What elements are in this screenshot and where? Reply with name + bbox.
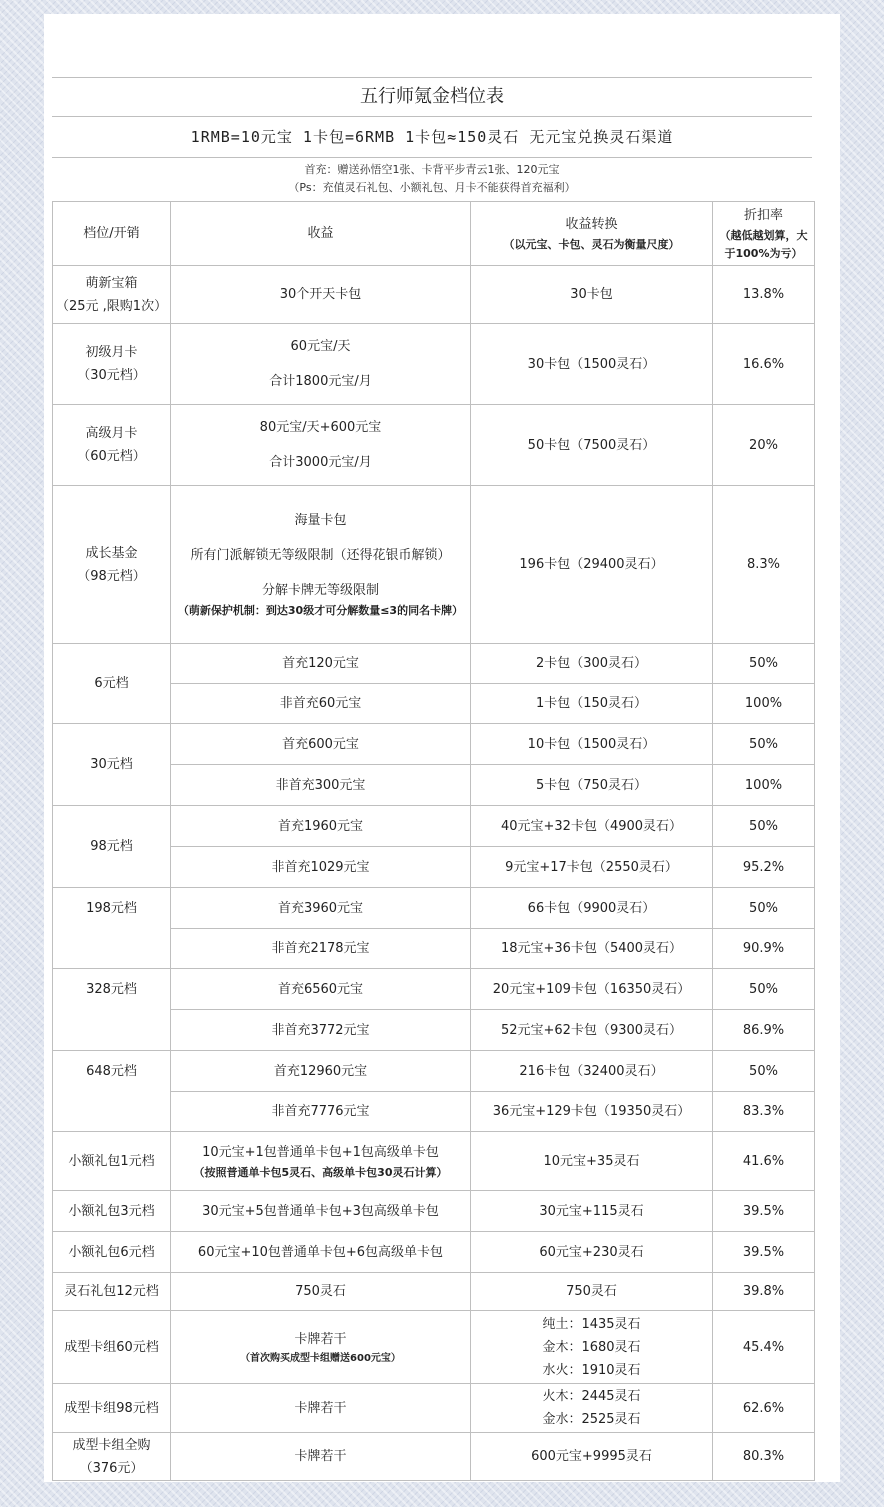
header-discount-label: 折扣率 [743, 208, 783, 223]
price-tier-table [52, 201, 815, 1481]
convert-cell: 20元宝+109卡包（16350灵石） [471, 969, 713, 1010]
convert-cell: 50卡包（7500灵石） [471, 405, 713, 486]
note-first-charge: 首充：赠送孙悟空1张、卡背平步青云1张、120元宝 [304, 163, 560, 176]
header-convert-note: （以元宝、卡包、灵石为衡量尺度） [503, 238, 680, 251]
tier-cell [53, 266, 171, 324]
discount-cell: 41.6% [713, 1132, 815, 1191]
table-row [53, 1273, 815, 1311]
discount-cell: 100% [713, 684, 815, 724]
tier-cell: 648元档 [53, 1051, 171, 1092]
tier-name: 高级月卡 [85, 426, 138, 441]
discount-cell: 13.8% [713, 266, 815, 324]
benefit-cell: 首充3960元宝 [171, 888, 471, 929]
benefit-line: 10元宝+1包普通单卡包+1包高级单卡包 [202, 1144, 439, 1160]
convert-line: 金水：2525灵石 [542, 1412, 641, 1427]
benefit-cell: 非首充300元宝 [171, 765, 471, 806]
table-row [53, 929, 815, 969]
price-document [52, 77, 812, 1481]
benefit-line: 60元宝/天 [290, 339, 351, 354]
tier-cell: 灵石礼包12元档 [53, 1273, 171, 1311]
convert-line: 水火：1910灵石 [542, 1362, 641, 1378]
convert-cell: 18元宝+36卡包（5400灵石） [471, 929, 713, 969]
tier-cell: 98元档 [53, 806, 171, 888]
table-row [53, 1311, 815, 1384]
tier-cell: 30元档 [53, 724, 171, 806]
table-row [53, 405, 815, 486]
table-row [53, 724, 815, 765]
tier-price: （98元档） [77, 568, 146, 584]
document-sheet [44, 14, 840, 1482]
tier-price: （60元档） [77, 449, 146, 464]
tier-cell [53, 405, 171, 486]
table-row [53, 486, 815, 644]
convert-cell: 5卡包（750灵石） [471, 765, 713, 806]
convert-cell: 30卡包 [471, 266, 713, 324]
discount-cell: 90.9% [713, 929, 815, 969]
discount-cell: 39.8% [713, 1273, 815, 1311]
benefit-cell [171, 324, 471, 405]
benefit-line: 分解卡牌无等级限制 [261, 583, 379, 598]
discount-cell: 83.3% [713, 1092, 815, 1132]
convert-line: 火木：2445灵石 [542, 1389, 641, 1404]
convert-cell: 30卡包（1500灵石） [471, 324, 713, 405]
header-convert [471, 202, 713, 266]
tier-cell: 成型卡组60元档 [53, 1311, 171, 1384]
benefit-cell: 60元宝+10包普通单卡包+6包高级单卡包 [171, 1232, 471, 1273]
header-tier: 档位/开销 [53, 202, 171, 266]
tier-name: 萌新宝箱 [85, 275, 138, 291]
header-convert-label: 收益转换 [565, 217, 618, 232]
benefit-cell: 30个开天卡包 [171, 266, 471, 324]
table-row [53, 888, 815, 929]
benefit-note: （首次购买成型卡组赠送600元宝） [240, 1352, 401, 1364]
tier-cell: 成型卡组98元档 [53, 1384, 171, 1433]
benefit-line: 80元宝/天+600元宝 [259, 420, 382, 435]
discount-cell: 39.5% [713, 1191, 815, 1232]
convert-cell: 40元宝+32卡包（4900灵石） [471, 806, 713, 847]
benefit-line: 所有门派解锁无等级限制（还得花银币解锁） [190, 548, 451, 563]
tier-price: （376元） [79, 1460, 144, 1476]
tier-cell: 小额礼包1元档 [53, 1132, 171, 1191]
discount-cell: 39.5% [713, 1232, 815, 1273]
discount-cell: 50% [713, 969, 815, 1010]
tier-name: 初级月卡 [85, 345, 138, 360]
convert-cell: 30元宝+115灵石 [471, 1191, 713, 1232]
convert-cell: 216卡包（32400灵石） [471, 1051, 713, 1092]
benefit-cell: 750灵石 [171, 1273, 471, 1311]
discount-cell: 95.2% [713, 847, 815, 888]
convert-cell: 2卡包（300灵石） [471, 644, 713, 684]
benefit-cell: 首充1960元宝 [171, 806, 471, 847]
benefit-cell: 卡牌若干 [171, 1433, 471, 1481]
convert-cell: 750灵石 [471, 1273, 713, 1311]
header-discount [713, 202, 815, 266]
table-row [53, 1051, 815, 1092]
discount-cell: 100% [713, 765, 815, 806]
table-row [53, 324, 815, 405]
benefit-cell: 卡牌若干 [171, 1384, 471, 1433]
table-row [53, 806, 815, 847]
note-ps: （Ps：充值灵石礼包、小额礼包、月卡不能获得首充福利） [288, 181, 576, 194]
benefit-line: 合计3000元宝/月 [269, 455, 372, 470]
table-row [53, 266, 815, 324]
table-row [53, 1232, 815, 1273]
convert-line: 金木：1680灵石 [542, 1339, 641, 1355]
benefit-cell: 首充12960元宝 [171, 1051, 471, 1092]
tier-name: 成长基金 [85, 545, 138, 561]
discount-cell: 50% [713, 888, 815, 929]
discount-cell: 62.6% [713, 1384, 815, 1433]
table-row [53, 1433, 815, 1481]
benefit-cell [171, 405, 471, 486]
tier-cell-empty [53, 1092, 171, 1132]
convert-cell: 52元宝+62卡包（9300灵石） [471, 1010, 713, 1051]
benefit-line: 合计1800元宝/月 [269, 374, 372, 389]
discount-cell: 8.3% [713, 486, 815, 644]
benefit-cell [171, 1311, 471, 1384]
tier-cell [53, 486, 171, 644]
discount-cell: 80.3% [713, 1433, 815, 1481]
table-row [53, 1191, 815, 1232]
convert-cell: 66卡包（9900灵石） [471, 888, 713, 929]
convert-cell: 9元宝+17卡包（2550灵石） [471, 847, 713, 888]
tier-cell: 6元档 [53, 644, 171, 724]
convert-cell: 1卡包（150灵石） [471, 684, 713, 724]
benefit-cell: 非首充3772元宝 [171, 1010, 471, 1051]
convert-cell: 36元宝+129卡包（19350灵石） [471, 1092, 713, 1132]
convert-line: 纯土：1435灵石 [542, 1316, 641, 1332]
convert-cell [471, 1384, 713, 1433]
discount-cell: 20% [713, 405, 815, 486]
benefit-cell: 首充120元宝 [171, 644, 471, 684]
first-charge-notes [52, 157, 812, 201]
tier-name: 成型卡组全购 [72, 1437, 151, 1453]
discount-cell: 86.9% [713, 1010, 815, 1051]
discount-cell: 16.6% [713, 324, 815, 405]
discount-cell: 50% [713, 1051, 815, 1092]
tier-price: （30元档） [77, 368, 146, 383]
benefit-cell: 30元宝+5包普通单卡包+3包高级单卡包 [171, 1191, 471, 1232]
discount-cell: 50% [713, 644, 815, 684]
discount-cell: 45.4% [713, 1311, 815, 1384]
convert-cell: 60元宝+230灵石 [471, 1232, 713, 1273]
tier-cell [53, 324, 171, 405]
table-row [53, 1132, 815, 1191]
benefit-cell [171, 486, 471, 644]
benefit-cell: 非首充7776元宝 [171, 1092, 471, 1132]
benefit-cell: 非首充60元宝 [171, 684, 471, 724]
benefit-line: 海量卡包 [294, 513, 347, 528]
tier-cell: 小额礼包6元档 [53, 1232, 171, 1273]
table-row [53, 969, 815, 1010]
discount-cell: 50% [713, 724, 815, 765]
benefit-note: （萌新保护机制：到达30级才可分解数量≤3的同名卡牌） [177, 604, 464, 617]
benefit-note: （按照普通单卡包5灵石、高级单卡包30灵石计算） [193, 1165, 448, 1179]
exchange-rate-line: 1RMB=10元宝 1卡包=6RMB 1卡包≈150灵石 无元宝兑换灵石渠道 [52, 116, 812, 157]
convert-cell: 196卡包（29400灵石） [471, 486, 713, 644]
tier-cell-empty [53, 1010, 171, 1051]
discount-cell: 50% [713, 806, 815, 847]
tier-cell: 198元档 [53, 888, 171, 929]
table-row [53, 644, 815, 684]
tier-cell: 328元档 [53, 969, 171, 1010]
convert-cell: 10卡包（1500灵石） [471, 724, 713, 765]
convert-cell [471, 1311, 713, 1384]
tier-cell [53, 1433, 171, 1481]
header-discount-note: （越低越划算，大于100%为亏） [719, 229, 808, 260]
table-row [53, 1010, 815, 1051]
convert-cell: 10元宝+35灵石 [471, 1132, 713, 1191]
benefit-cell: 非首充2178元宝 [171, 929, 471, 969]
benefit-cell: 非首充1029元宝 [171, 847, 471, 888]
benefit-cell [171, 1132, 471, 1191]
tier-price: （25元 ,限购1次） [56, 298, 168, 314]
tier-cell: 小额礼包3元档 [53, 1191, 171, 1232]
benefit-cell: 首充6560元宝 [171, 969, 471, 1010]
header-benefit: 收益 [171, 202, 471, 266]
benefit-line: 卡牌若干 [294, 1331, 347, 1347]
table-row [53, 1384, 815, 1433]
convert-cell: 600元宝+9995灵石 [471, 1433, 713, 1481]
page-title: 五行师氪金档位表 [52, 77, 812, 116]
table-header-row [53, 202, 815, 266]
table-row [53, 1092, 815, 1132]
tier-cell-empty [53, 929, 171, 969]
benefit-cell: 首充600元宝 [171, 724, 471, 765]
